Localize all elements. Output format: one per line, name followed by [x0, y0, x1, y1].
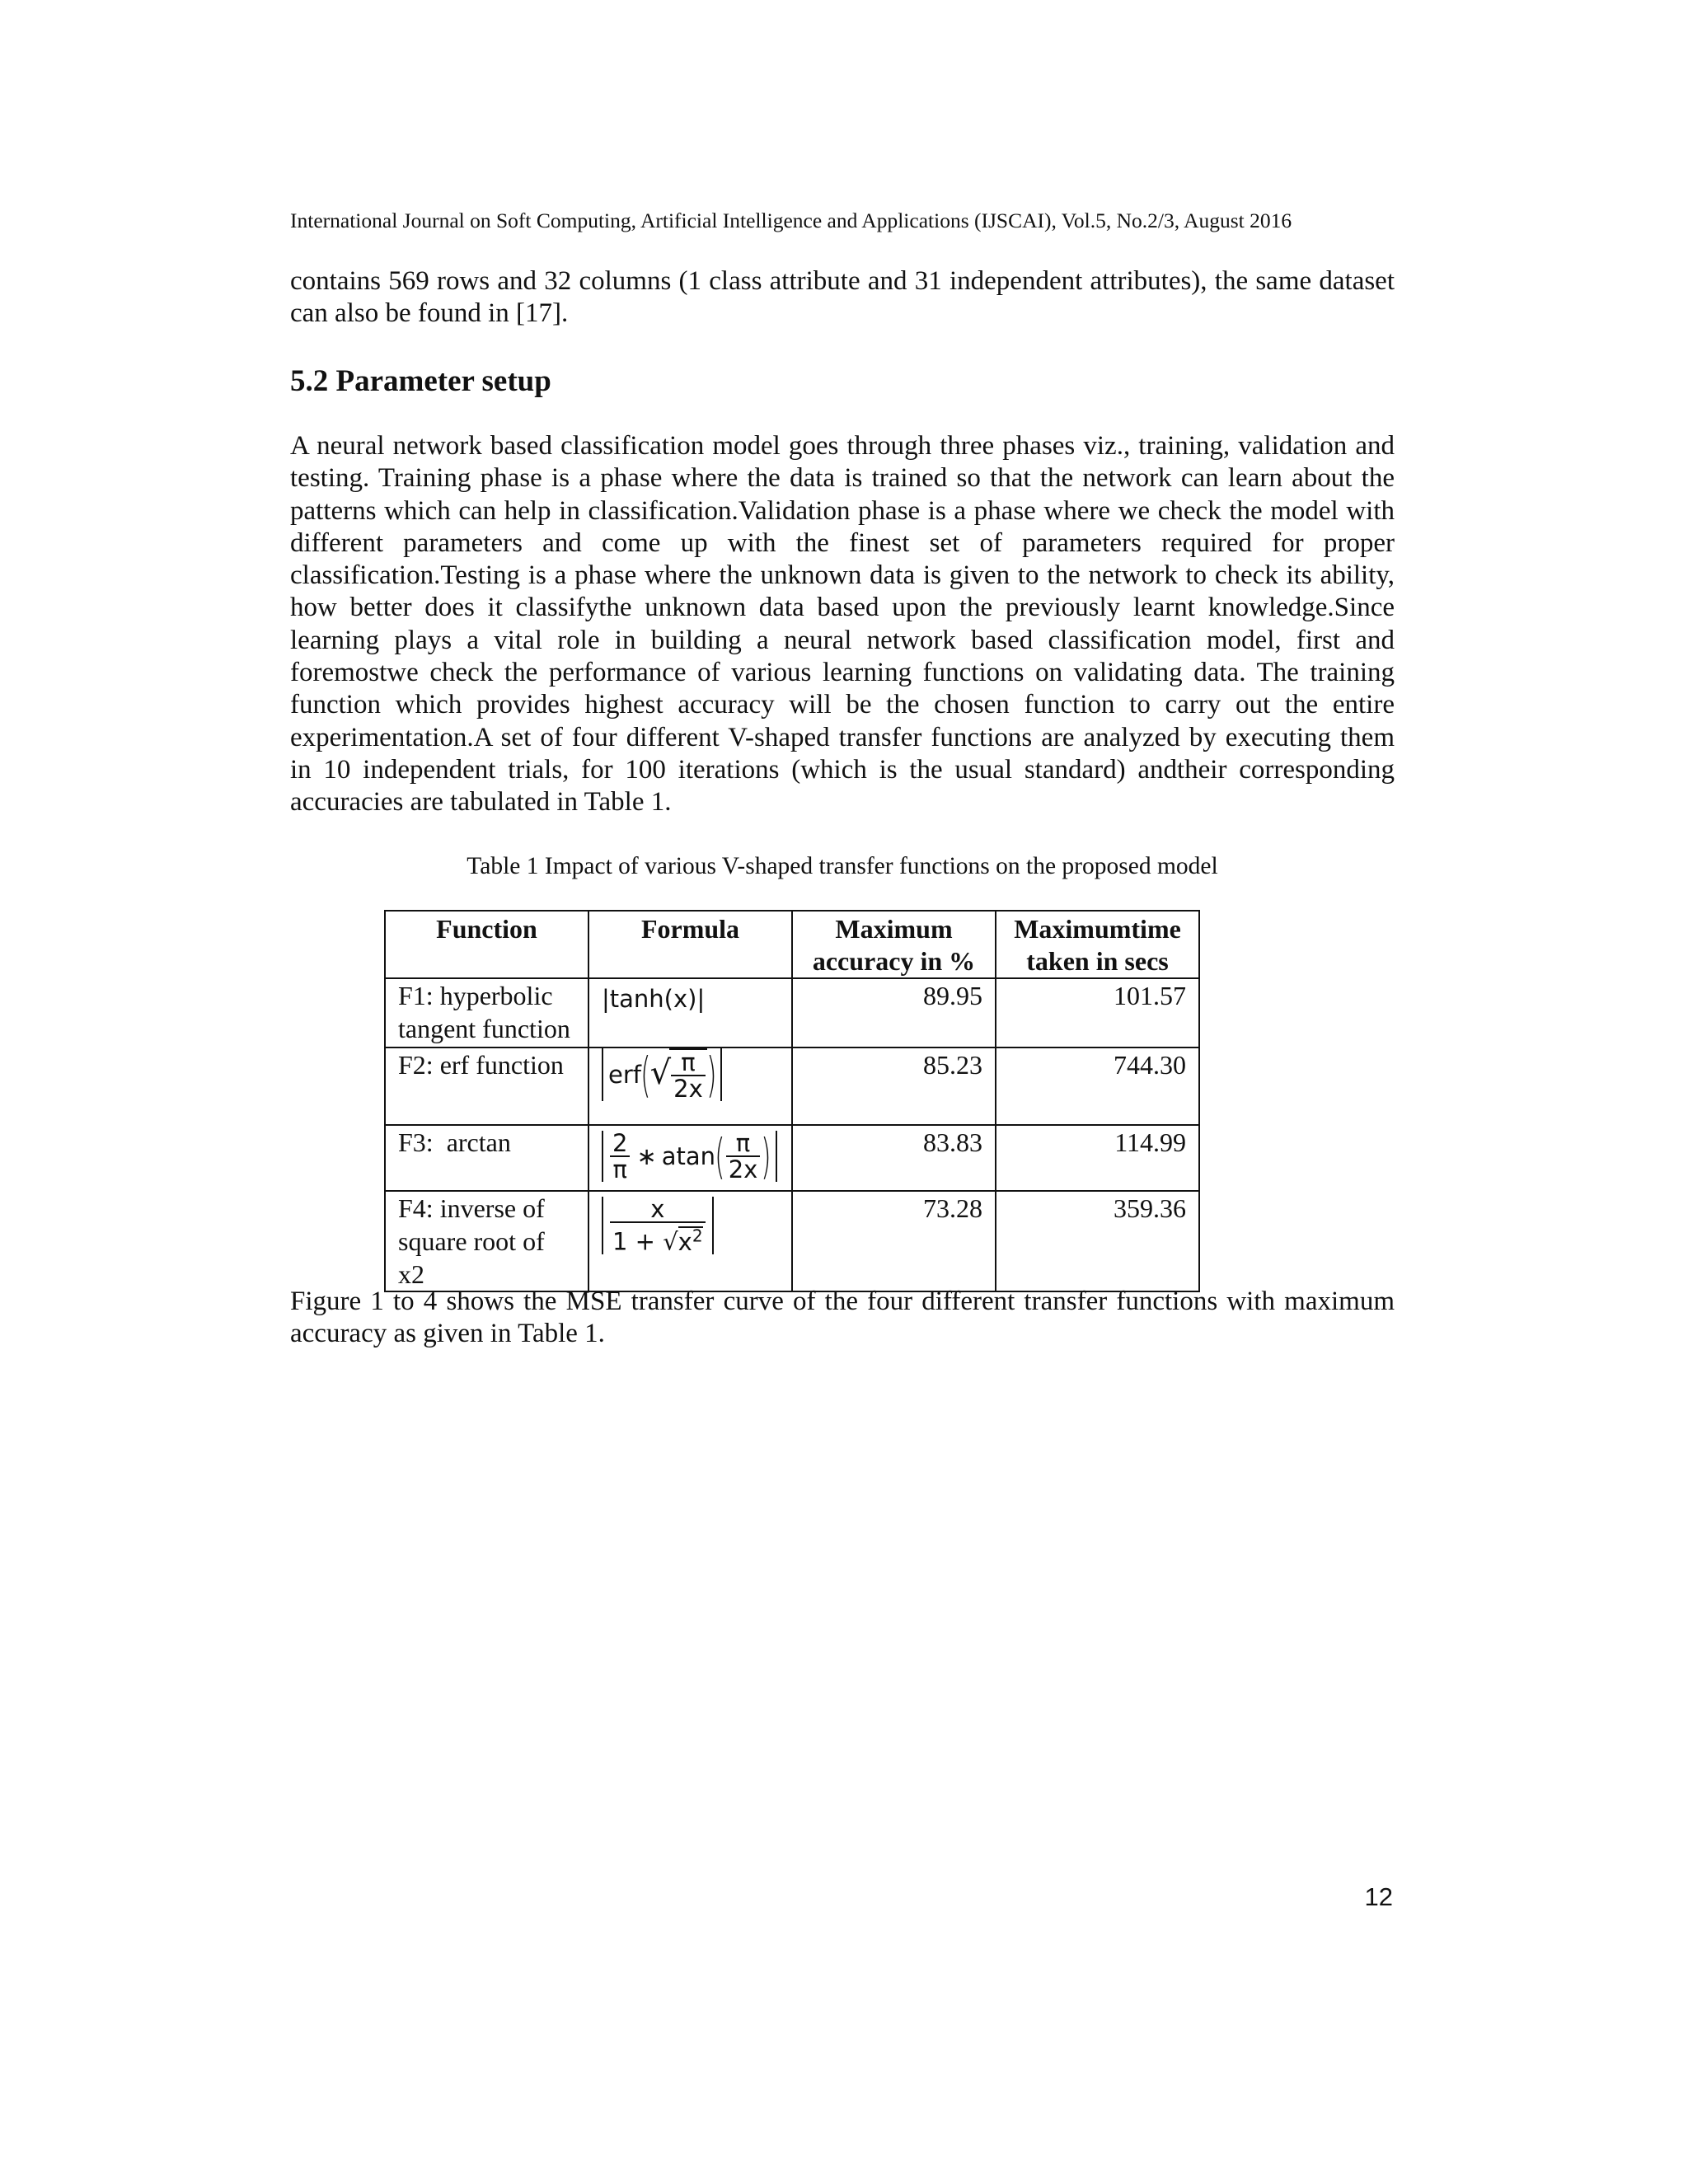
journal-header: International Journal on Soft Computing, Artificial Intelligence and Applications (IJSCAI), Vol.5, No.2/3, August 2016 — [290, 209, 1292, 232]
header-time: Maximumtime taken in secs — [996, 911, 1199, 978]
formula-inverse-sqrt: $\frac{x}{1 + √x^2}$ — [602, 1197, 714, 1254]
table-row — [385, 1047, 1199, 1125]
page-number: 12 — [1364, 1882, 1393, 1911]
cell-accuracy: 89.95 — [792, 978, 996, 1047]
section-title: 5.2 Parameter setup — [290, 364, 551, 398]
cell-formula — [588, 1125, 792, 1191]
header-formula: Formula — [588, 911, 792, 978]
table-caption: Table 1 Impact of various V-shaped transfer functions on the proposed model — [467, 853, 1218, 879]
formula-tanh: |tanh(x)| — [602, 985, 706, 1013]
paragraph-parameter-setup: A neural network based classification model goes through three phases viz., training, validation and testing. Training phase is a phase where the data is trained so that the network can learn about the patterns which can help in classification.Validation phase is a phase where we check the model with different parameters and come up with the finest set of parameters required for proper classification.Testing is a phase where the unknown data is given to the network to check its ability, how better does it classifythe unknown data based upon the previously learnt knowledge.Since learning plays a vital role in building a neural network based classification model, first and foremostwe check the performance of various learning functions on validating data. The training function which provides highest accuracy will be the chosen function to carry out the entire experimentation.A set of four different V-shaped transfer functions are analyzed by executing them in 10 independent trials, for 100 iterations (which is the usual standard) andtheir corresponding accuracies are tabulated in Table 1. — [290, 431, 1395, 818]
cell-time: 359.36 — [996, 1191, 1199, 1291]
table-row — [385, 978, 1199, 1047]
cell-function: F1: hyperbolic tangent function — [385, 978, 588, 1047]
cell-accuracy: 85.23 — [792, 1047, 996, 1125]
paragraph-figures: Figure 1 to 4 shows the MSE transfer curve of the four different transfer functions with maximum accuracy as given in Table 1. — [290, 1286, 1395, 1349]
cell-time: 101.57 — [996, 978, 1199, 1047]
header-function: Function — [385, 911, 588, 978]
cell-formula — [588, 978, 792, 1047]
cell-function: F4: inverse of square root of x2 — [385, 1191, 588, 1291]
table-row — [385, 1125, 1199, 1191]
paragraph-intro: contains 569 rows and 32 columns (1 class attribute and 31 independent attributes), the same dataset can also be found in [17]. — [290, 266, 1395, 329]
header-accuracy: Maximum accuracy in % — [792, 911, 996, 978]
formula-erf: erf ( √ $\frac{\pi}{2x}$ ) — [602, 1048, 722, 1101]
results-table — [384, 910, 1200, 1292]
cell-time: 114.99 — [996, 1125, 1199, 1191]
table-row — [385, 1191, 1199, 1291]
table-header-row — [385, 911, 1199, 978]
cell-formula — [588, 1191, 792, 1291]
cell-formula — [588, 1047, 792, 1125]
formula-atan: $\frac{2}{\pi}$ ∗ atan ( $\frac{\pi}{2x}$ ) — [602, 1131, 777, 1182]
cell-function: F2: erf function — [385, 1047, 588, 1125]
cell-accuracy: 73.28 — [792, 1191, 996, 1291]
cell-time: 744.30 — [996, 1047, 1199, 1125]
cell-function: F3: arctan — [385, 1125, 588, 1191]
cell-accuracy: 83.83 — [792, 1125, 996, 1191]
